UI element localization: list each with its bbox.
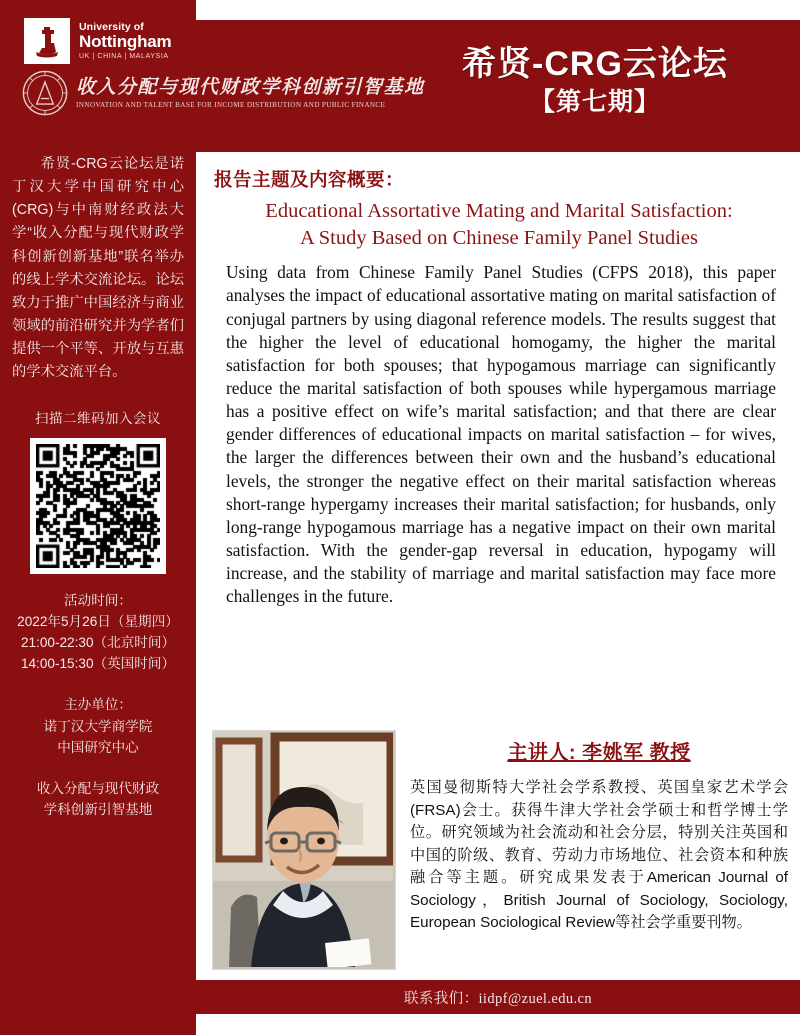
poster-title [390, 46, 800, 117]
organizer-line-3: 收入分配与现代财政 [36, 780, 160, 796]
footer-contact: 联系我们：iidpf@zuel.edu.cn [403, 990, 593, 1007]
section-heading: 报告主题及内容概要： [214, 169, 405, 190]
poster-title-sub: 【第七期】 [529, 88, 660, 117]
qr-label: 扫描二维码加入会议 [35, 410, 161, 426]
poster-header [0, 0, 800, 145]
event-date: 2022年5月26日（星期四） [17, 613, 179, 629]
event-time-uk: 14:00-15:30（英国时间） [20, 656, 176, 672]
main-panel [196, 152, 800, 980]
organizer-line-4: 学科创新引智基地 [43, 802, 153, 818]
organizer-block [0, 694, 196, 758]
organizer-block-2 [0, 778, 196, 820]
zuel-seal-icon [22, 70, 68, 116]
event-time-block [0, 590, 196, 675]
qr-code-icon[interactable] [30, 438, 166, 574]
university-logo-line1: University of [79, 20, 144, 33]
university-logo-line2: Nottingham [79, 32, 172, 52]
event-time-beijing: 21:00-22:30（北京时间） [20, 634, 176, 650]
poster-title-main: 希贤-CRG云论坛 [462, 45, 728, 83]
speaker-bio: 英国曼彻斯特大学社会学系教授、英国皇家艺术学会(FRSA)会士。获得牛津大学社会学硕士和哲学博士学位。研究领域为社会流动和社会分层，特别关注英国和中国的阶级、教育、劳动力市场地位、社会资本和种族融合等主题。研究成果发表于American Journal of Sociology，British Journal of Sociology, Sociology, European Sociological Review等社会学重要刊物。 [410, 779, 788, 931]
speaker-name: 主讲人: 李姚军 教授 [507, 742, 691, 764]
nottingham-castle-icon [24, 18, 70, 64]
abstract-text: Using data from Chinese Family Panel Studies (CFPS 2018), this paper analyses the impact of educational assortative mating on marital satisfaction of conjugal partners by using diagonal reference models. The results suggest that the higher the level of educational homogamy, the higher the marital satisfaction for both spouses; that hypogamous marriage can significantly reduce the marital satisfaction of both spouses while hypergamous marriage has a positive effect on wife’s marital satisfaction; and that there are clear gender differences of educational impacts on marital satisfaction – for wives, the larger the differences between their own and the husband’s educational levels, the stronger the negative effect on their marital satisfaction whereas short-range hypergamy increases their marital satisfaction; for husbands, only long-range hypogamous marriage has a negative impact on their own marital satisfaction. With the gender-gap reversal in education, hypogamy will increase, and the stability of marriage and marital satisfaction may face more challenges in the future. [226, 262, 776, 607]
organizer-label: 主办单位： [64, 697, 132, 713]
base-logo [22, 70, 425, 116]
paper-title [218, 198, 780, 251]
event-time-label: 活动时间： [64, 592, 132, 608]
speaker-portrait-photo [212, 730, 396, 970]
paper-title-line-2: A Study Based on Chinese Family Panel Studies [299, 226, 699, 249]
sidebar [0, 145, 196, 1035]
footer-white-base [196, 1014, 800, 1035]
organizer-line-2: 中国研究中心 [57, 739, 139, 755]
sidebar-intro-text: 希贤-CRG云论坛是诺丁汉大学中国研究中心(CRG)与中南财经政法大学“收入分配与现代财政学科创新创新基地”联名举办的线上学术交流论坛。论坛致力于推广中国经济与商业领域的前沿研究并为学者们提供一个平等、开放与互惠的学术交流平台。 [12, 156, 184, 381]
speaker-section [212, 730, 788, 970]
organizer-line-1: 诺丁汉大学商学院 [43, 718, 153, 734]
base-logo-chinese: 收入分配与现代财政学科创新引智基地 [76, 76, 425, 98]
footer-bar [196, 980, 800, 1014]
base-logo-english: INNOVATION AND TALENT BASE FOR INCOME DISTRIBUTION AND PUBLIC FINANCE [76, 100, 386, 109]
university-logo-line3: UK | CHINA | MALAYSIA [79, 53, 169, 61]
university-logo [24, 18, 171, 64]
paper-title-line-1: Educational Assortative Mating and Marital Satisfaction: [265, 200, 733, 222]
